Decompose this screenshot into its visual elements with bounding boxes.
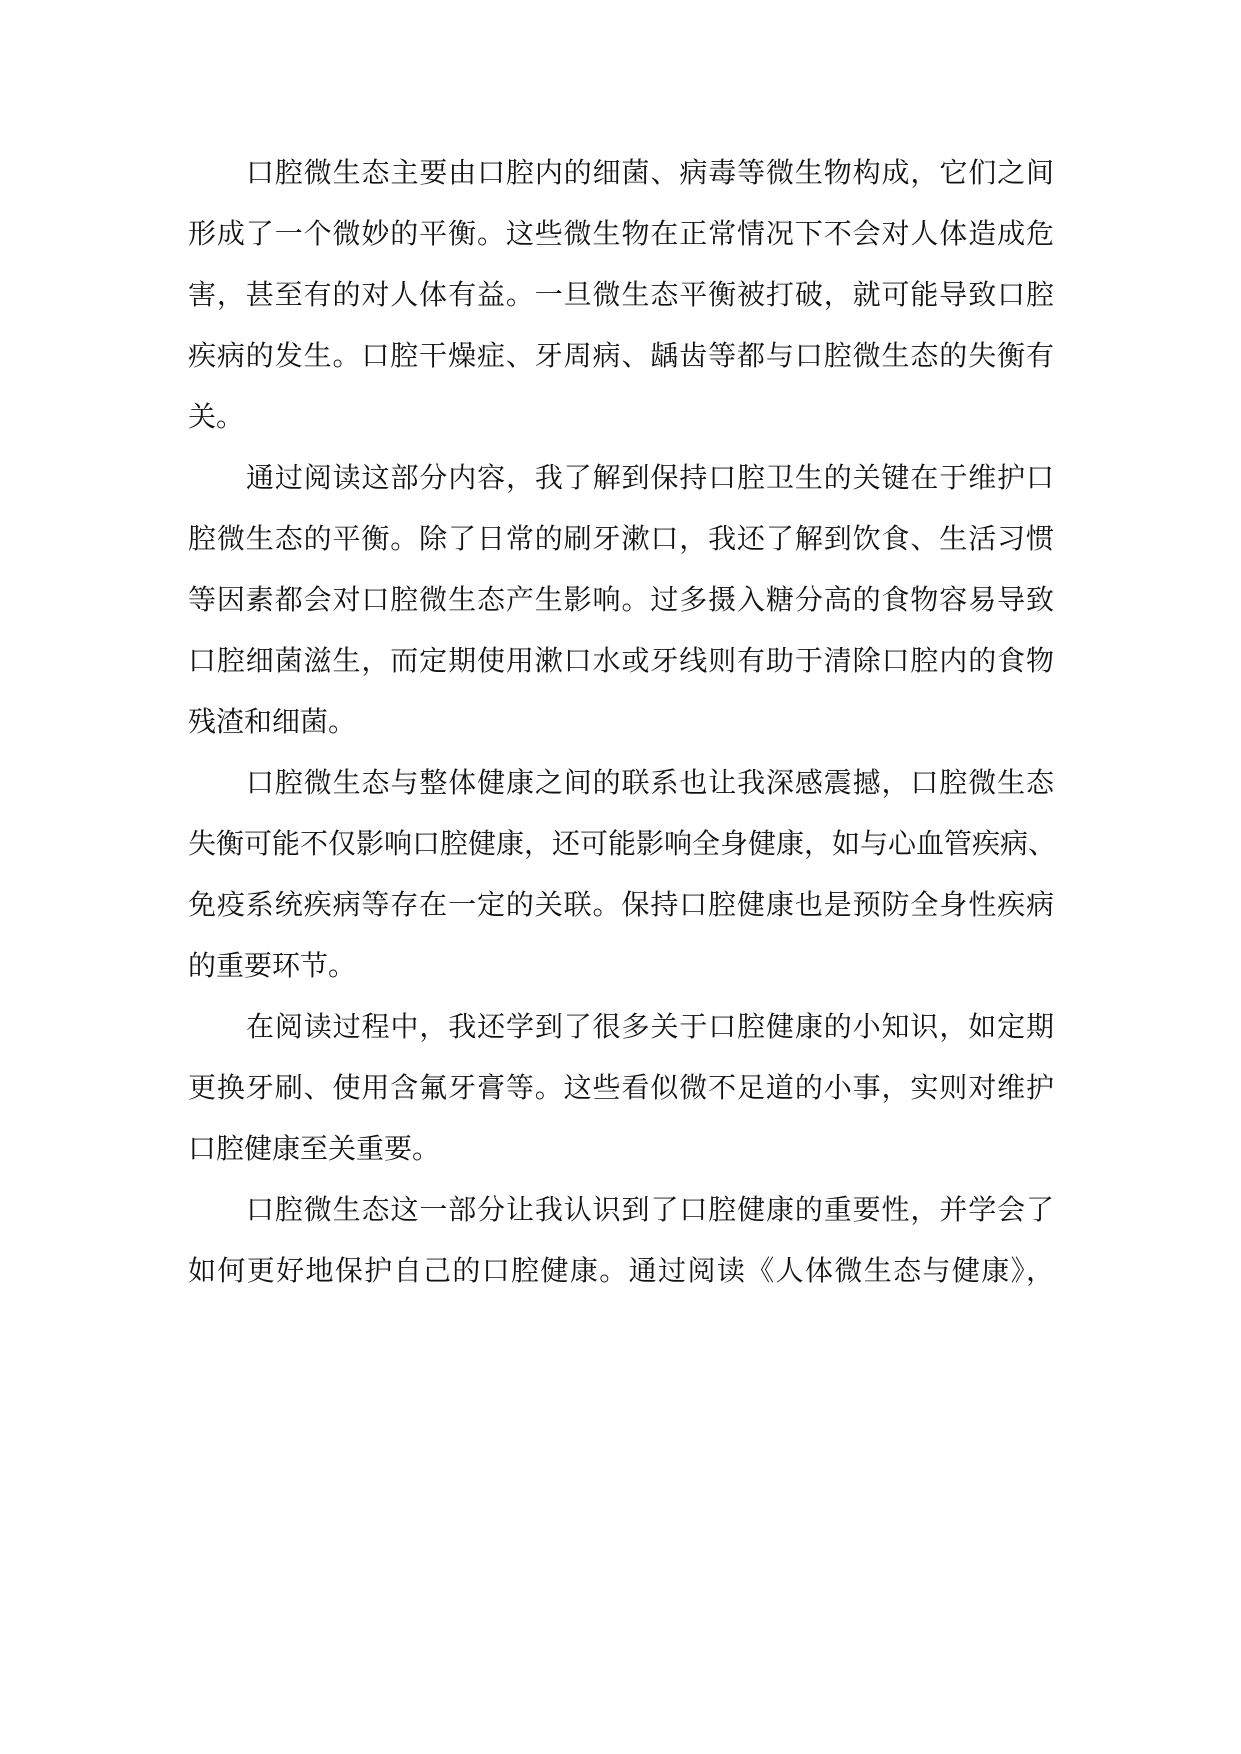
paragraph-tips: [188, 996, 1054, 1179]
paragraph-oral-hygiene: [188, 447, 1054, 752]
paragraph-line: 失衡可能不仅影响口腔健康，还可能影响全身健康，如与心血管疾病、: [188, 827, 1057, 860]
paragraph-line: 关。: [188, 400, 245, 433]
paragraph-line: 形成了一个微妙的平衡。这些微生物在正常情况下不会对人体造成危: [188, 217, 1054, 250]
paragraph-line: 口腔微生态这一部分让我认识到了口腔健康的重要性，并学会了: [246, 1193, 1054, 1226]
paragraph-line: 口腔细菌滋生，而定期使用漱口水或牙线则有助于清除口腔内的食物: [188, 644, 1054, 677]
paragraph-line: 通过阅读这部分内容，我了解到保持口腔卫生的关键在于维护口: [246, 461, 1054, 494]
paragraph-line: 的重要环节。: [188, 949, 357, 982]
paragraph-conclusion: [188, 1179, 1054, 1301]
document-body: [188, 142, 1057, 1301]
paragraph-line: 残渣和细菌。: [188, 705, 357, 738]
paragraph-line: 口腔健康至关重要。: [188, 1132, 441, 1165]
paragraph-line: 疾病的发生。口腔干燥症、牙周病、龋齿等都与口腔微生态的失衡有: [188, 339, 1054, 372]
paragraph-line: 免疫系统疾病等存在一定的关联。保持口腔健康也是预防全身性疾病: [188, 888, 1054, 921]
paragraph-line: 口腔微生态主要由口腔内的细菌、病毒等微生物构成，它们之间: [246, 156, 1054, 189]
paragraph-line: 腔微生态的平衡。除了日常的刷牙漱口，我还了解到饮食、生活习惯: [188, 522, 1054, 555]
paragraph-systemic-health: [188, 752, 1057, 996]
paragraph-line: 在阅读过程中，我还学到了很多关于口腔健康的小知识，如定期: [246, 1010, 1054, 1043]
paragraph-line: 害，甚至有的对人体有益。一旦微生态平衡被打破，就可能导致口腔: [188, 278, 1054, 311]
paragraph-line: 更换牙刷、使用含氟牙膏等。这些看似微不足道的小事，实则对维护: [188, 1071, 1054, 1104]
paragraph-oral-microecology-intro: [188, 142, 1054, 447]
paragraph-line: 口腔微生态与整体健康之间的联系也让我深感震撼，口腔微生态: [246, 766, 1054, 799]
paragraph-line: 如何更好地保护自己的口腔健康。通过阅读《人体微生态与健康》，: [188, 1254, 1054, 1287]
paragraph-line: 等因素都会对口腔微生态产生影响。过多摄入糖分高的食物容易导致: [188, 583, 1054, 616]
